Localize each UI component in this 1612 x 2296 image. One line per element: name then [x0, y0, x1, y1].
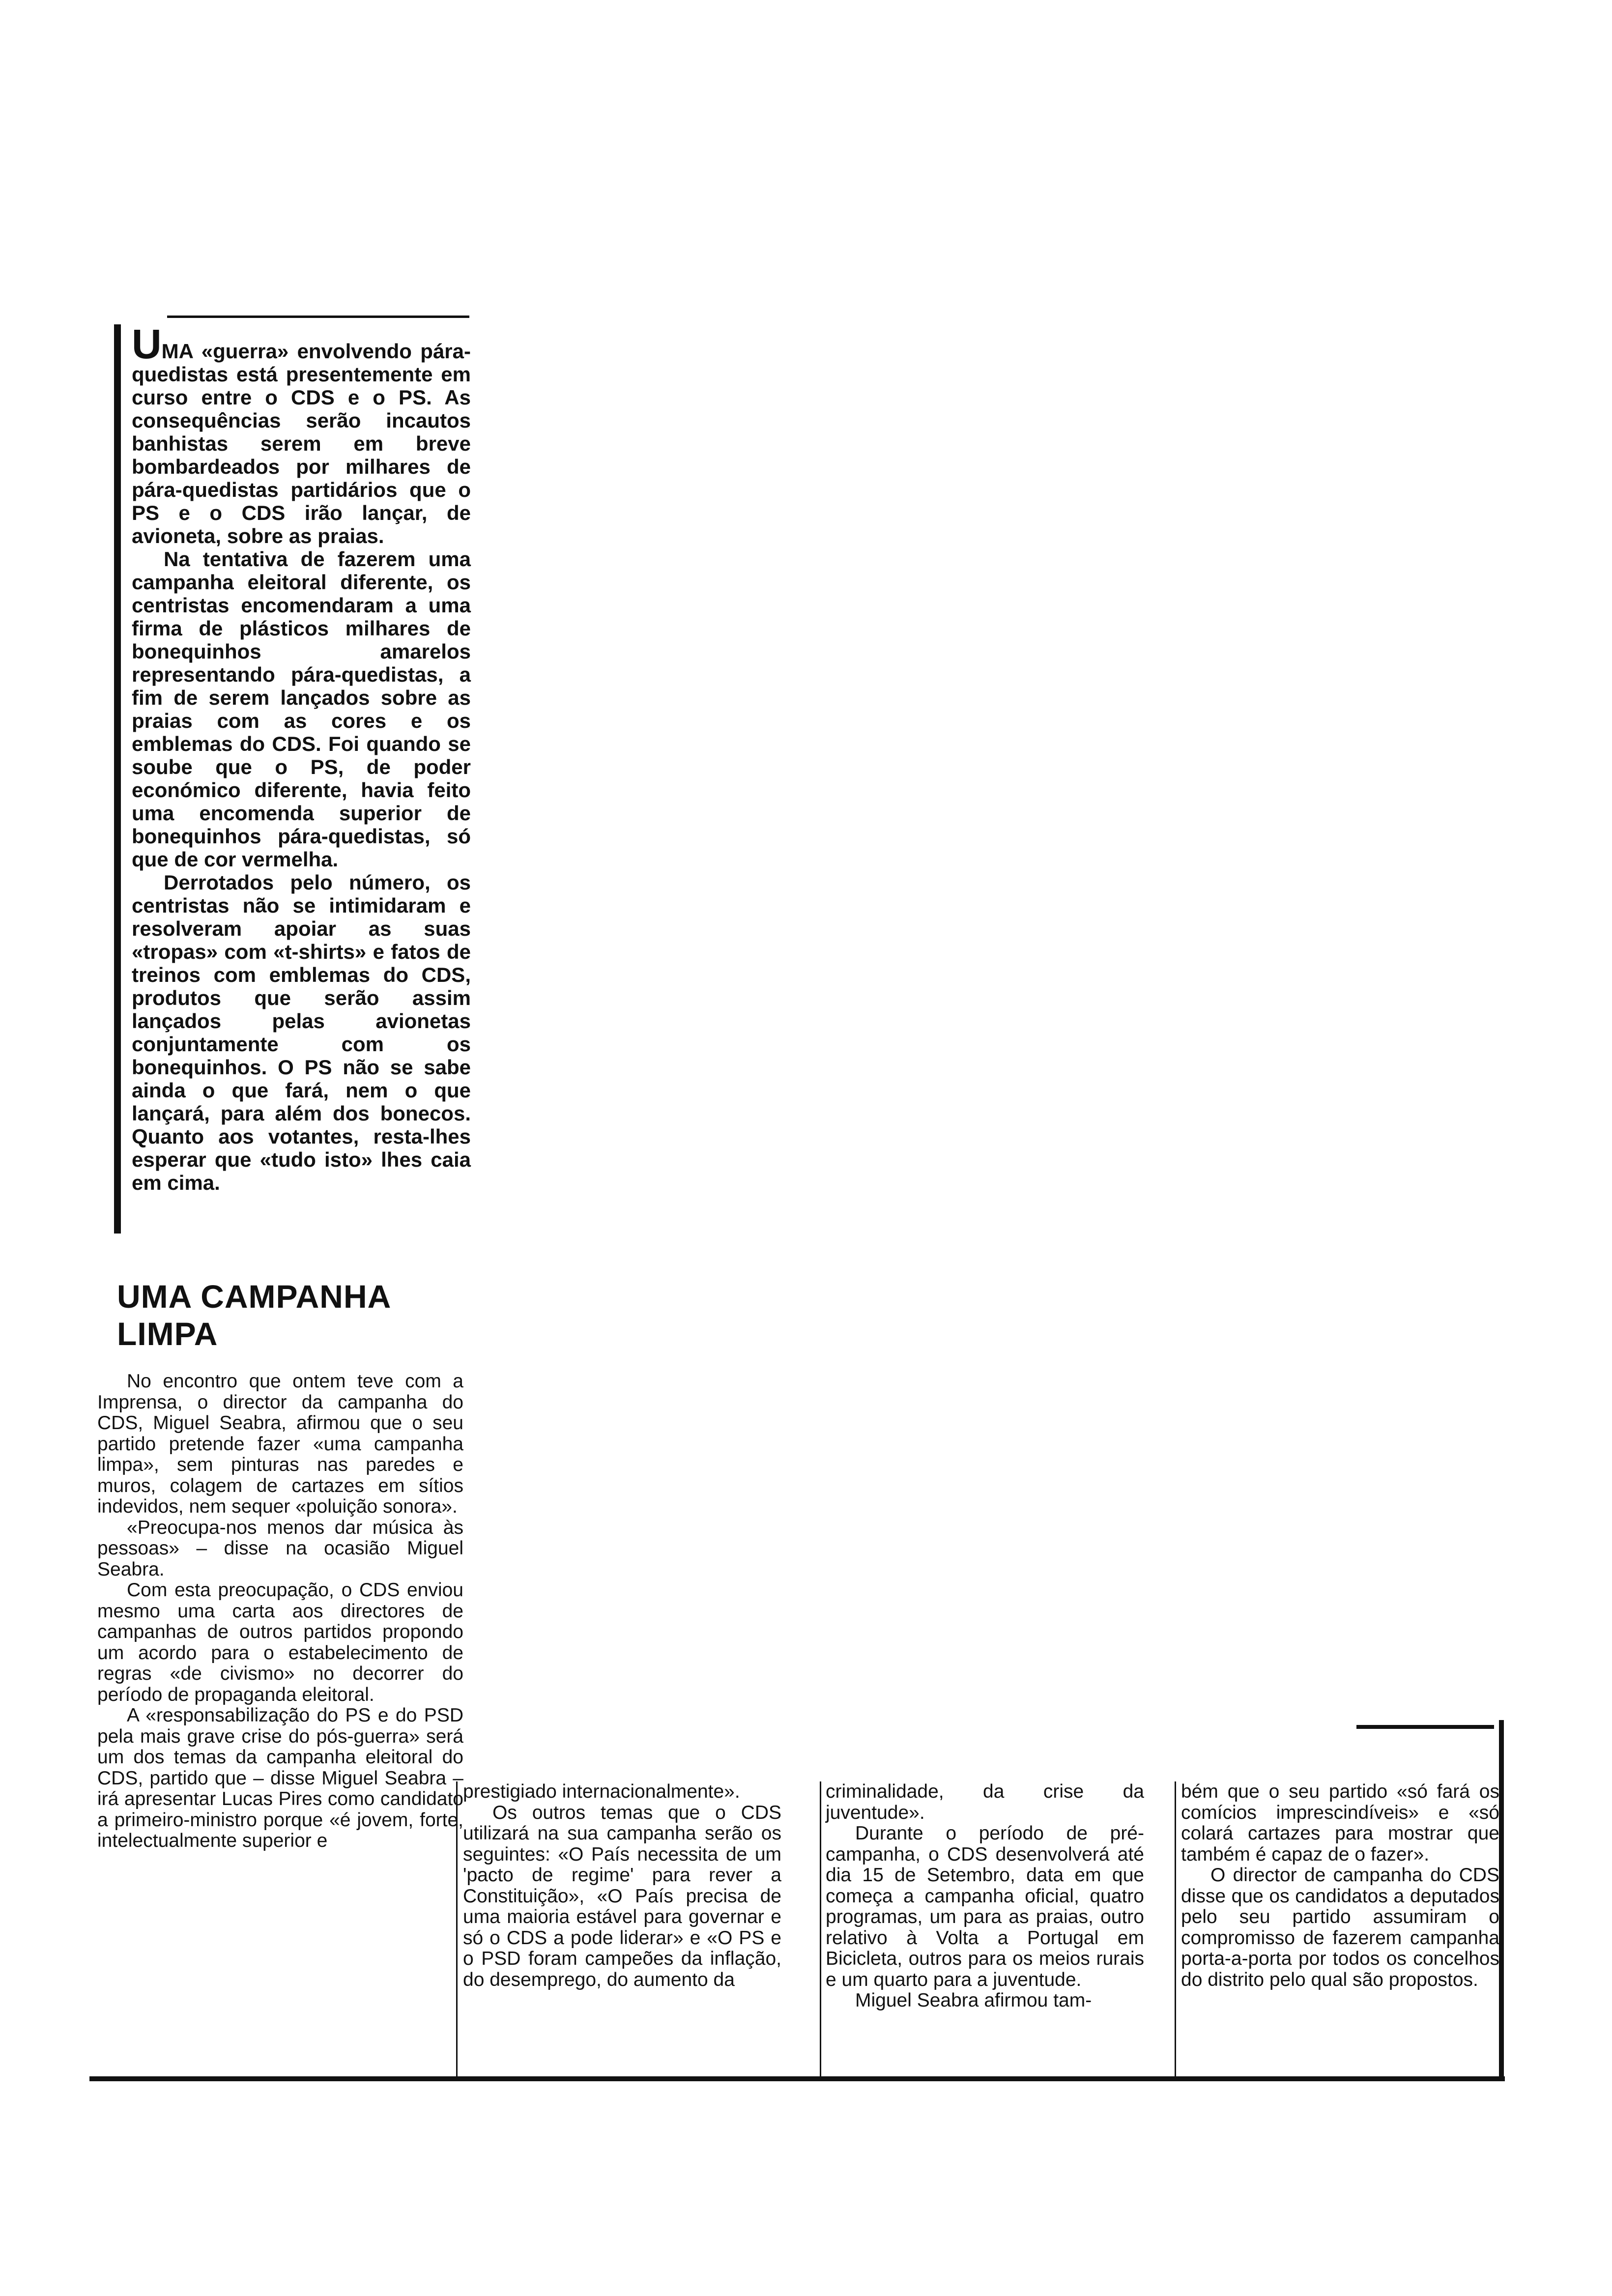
column-paragraph: O director de campanha do CDS disse que os candidatos a deputados pelo seu partido assumiram o compromisso de fazerem campanha porta-a-porta por todos os concelhos do distrito pelo qual são propostos. — [1181, 1865, 1499, 1990]
column-paragraph: Miguel Seabra afirmou tam- — [855, 1990, 1092, 2011]
lead-paragraph — [132, 321, 471, 547]
bottom-frame-rule — [89, 2076, 1505, 2081]
column-paragraph: criminalidade, da crise da juventude». — [826, 1781, 1144, 1823]
column-paragraph: No encontro que ontem teve com a Imprensa, o director da campanha do CDS, Miguel Seabra, afirmou que o seu partido pretende fazer «uma campanha limpa», sem pinturas nas paredes e muros, colagem de cartazes em sítios indevidos, nem sequer «poluição sonora». — [97, 1371, 463, 1517]
right-frame-tab — [1356, 1725, 1494, 1729]
article-column-4 — [1181, 1781, 1499, 1990]
column-divider-3 — [1175, 1781, 1176, 2076]
article-column-3 — [826, 1781, 1144, 2011]
story-paragraph: Na tentativa de fazerem uma campanha eleitoral diferente, os centristas encomendaram a uma firma de plásticos milhares de bonequinhos amarelos representando pára-quedistas, a fim de serem lançados sobre as praias com as cores e os emblemas do CDS. Foi quando se soube que o PS, de poder económico diferente, havia feito uma encomenda superior de bonequinhos pára-quedistas, só que de cor vermelha. — [132, 547, 471, 871]
article-column-2 — [463, 1781, 781, 1990]
top-frame-rule — [167, 316, 469, 318]
column-paragraph: Durante o período de pré-campanha, o CDS desenvolverá até dia 15 de Setembro, data em que começa a campanha oficial, quatro programas, um para as praias, outro relativo à Volta a Portugal em Bicicleta, outros para os meios rurais e um quarto para a juventude. — [826, 1823, 1144, 1990]
drop-cap: U — [132, 321, 162, 367]
lead-text: MA «guerra» envolvendo pára-quedistas está presentemente em curso entre o CDS e o PS. As consequências serão incautos banhistas serem em breve bombardeados por milhares de pára-quedistas partidários que o PS e o CDS irão lançar, de avioneta, sobre as praias. — [132, 340, 471, 547]
column-paragraph: «Preocupa-nos menos dar música às pessoas» – disse na ocasião Miguel Seabra. — [97, 1517, 463, 1580]
left-frame-rule — [114, 324, 121, 1234]
column-paragraph: Os outros temas que o CDS utilizará na sua campanha serão os seguintes: «O País necessita de um 'pacto de regime' para rever a Constituição», «O País precisa de uma maioria estável para governar e só o CDS a pode liderar» e «O PS e o PSD foram campeões da inflação, do desemprego, do aumento da — [463, 1802, 781, 1990]
article-column-1 — [97, 1371, 463, 1852]
column-paragraph: A «responsabilização do PS e do PSD pela mais grave crise do pós-guerra» será um dos temas da campanha eleitoral do CDS, partido que – disse Miguel Seabra – irá apresentar Lucas Pires como candidato a primeiro-ministro porque «é jovem, forte, intelectualmente superior e — [97, 1705, 463, 1851]
lead-story — [132, 321, 471, 1194]
right-frame-rule — [1499, 1720, 1504, 2080]
column-paragraph: prestigiado internacionalmente». — [463, 1781, 740, 1802]
article-headline: UMA CAMPANHA LIMPA — [117, 1278, 390, 1352]
column-paragraph: Com esta preocupação, o CDS enviou mesmo uma carta aos directores de campanhas de outros partidos propondo um acordo para o estabelecimento de regras «de civismo» no decorrer do período de propaganda eleitoral. — [97, 1579, 463, 1705]
story-paragraph: Derrotados pelo número, os centristas não se intimidaram e resolveram apoiar as suas «tropas» com «t-shirts» e fatos de treinos com emblemas do CDS, produtos que serão assim lançados pelas avionetas conjuntamente com os bonequinhos. O PS não se sabe ainda o que fará, nem o que lançará, para além dos bonecos. Quanto aos votantes, resta-lhes esperar que «tudo isto» lhes caia em cima. — [132, 871, 471, 1194]
column-paragraph: bém que o seu partido «só fará os comícios imprescindíveis» e «só colará cartazes para mostrar que também é capaz de o fazer». — [1181, 1781, 1499, 1865]
column-divider-2 — [820, 1781, 821, 2076]
